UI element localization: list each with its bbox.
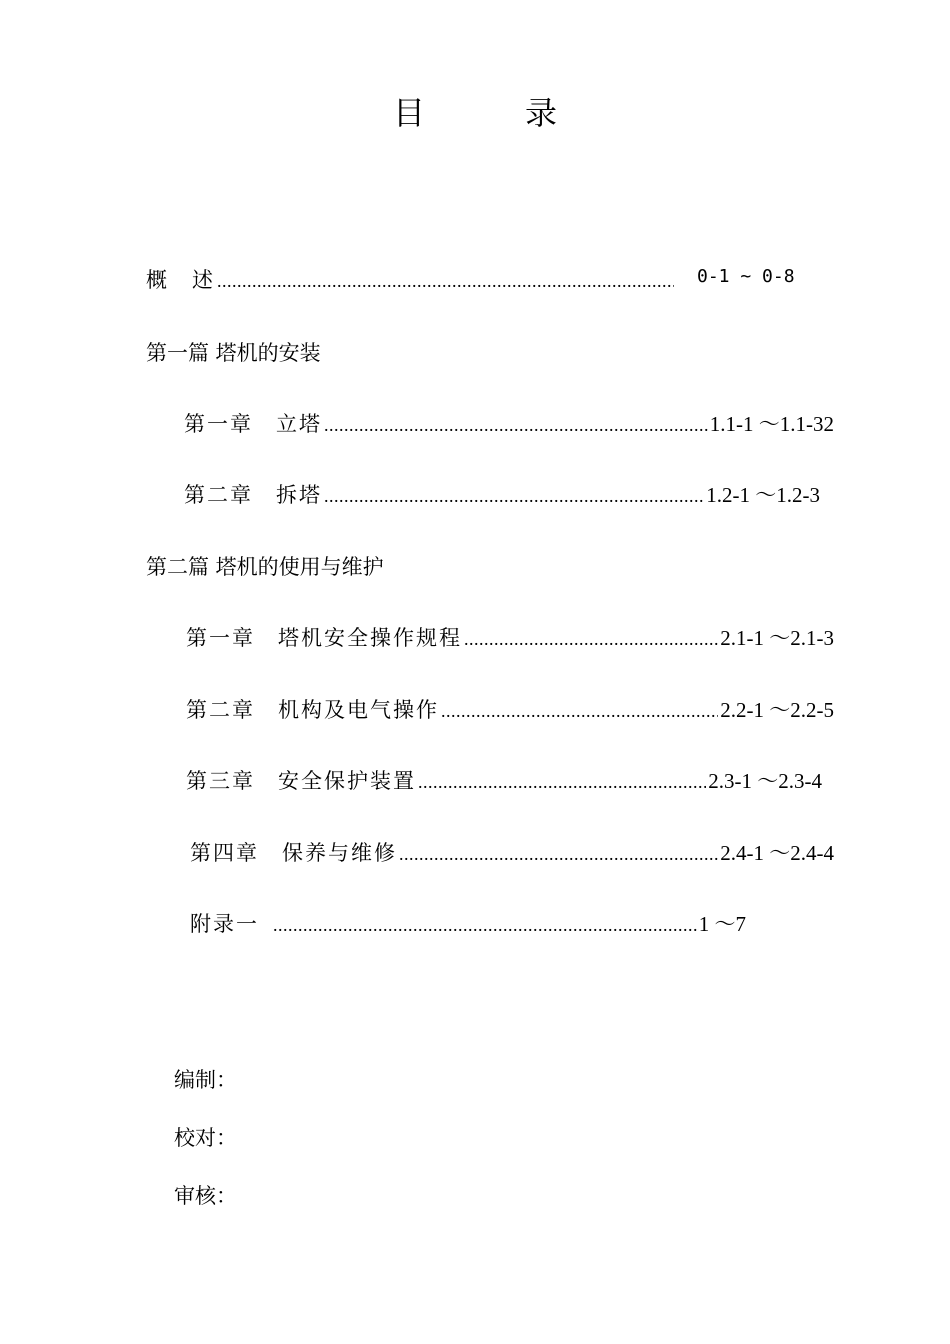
toc-entry-overview-pages-wrap [697, 266, 795, 287]
toc-leader-dots [273, 915, 697, 936]
proofreader-signature-label: 校对： [174, 1126, 237, 1150]
toc-leader-dots [324, 415, 708, 436]
toc-entry-pages: 2.4-1 ～2.4-4 [720, 841, 834, 865]
toc-entry-pages: 1.1-1 ～1.1-32 [709, 412, 834, 436]
toc-leader-dots [399, 844, 718, 865]
toc-leader-dots [324, 486, 704, 507]
toc-part-2-heading[interactable] [146, 551, 384, 581]
toc-part-1-heading[interactable] [146, 337, 321, 367]
toc-entry-part2-ch2[interactable] [186, 694, 834, 724]
toc-entry-pages: 1 ～7 [698, 912, 746, 936]
editor-signature-label: 编制： [174, 1068, 237, 1092]
reviewer-signature-label: 审核： [174, 1184, 237, 1208]
toc-entry-label: 第二章 机构及电气操作 [186, 698, 439, 722]
page-title: 目 录 [392, 94, 591, 132]
toc-entry-part2-ch3[interactable] [186, 765, 822, 795]
toc-entry-pages: 2.3-1 ～2.3-4 [708, 769, 822, 793]
toc-leader-dots [464, 629, 718, 650]
toc-entry-label: 第四章 保养与维修 [190, 841, 397, 865]
toc-entry-label: 概 述 [146, 268, 215, 292]
toc-entry-part1-ch1[interactable] [184, 408, 834, 438]
toc-entry-part2-ch1[interactable] [186, 622, 834, 652]
part-heading: 第二篇 塔机的使用与维护 [146, 555, 384, 579]
toc-entry-label: 附录一 [190, 912, 259, 936]
toc-leader-dots [418, 772, 706, 793]
toc-entry-label: 第一章 塔机安全操作规程 [186, 626, 462, 650]
toc-leader-dots [441, 701, 718, 722]
toc-entry-label: 第一章 立塔 [184, 412, 322, 436]
toc-entry-part2-ch4[interactable] [190, 837, 834, 867]
toc-entry-part1-ch2[interactable] [184, 479, 820, 509]
toc-entry-pages: 2.1-1 ～2.1-3 [720, 626, 834, 650]
toc-entry-appendix[interactable] [190, 908, 746, 938]
toc-entry-label: 第三章 安全保护装置 [186, 769, 416, 793]
part-heading: 第一篇 塔机的安装 [146, 341, 321, 365]
toc-entry-pages: 0-1 ~ 0-8 [697, 266, 795, 287]
toc-leader-dots [217, 271, 674, 292]
toc-entry-label: 第二章 拆塔 [184, 483, 322, 507]
toc-entry-pages: 2.2-1 ～2.2-5 [720, 698, 834, 722]
toc-entry-overview[interactable] [146, 264, 676, 294]
toc-entry-pages: 1.2-1 ～1.2-3 [706, 483, 820, 507]
